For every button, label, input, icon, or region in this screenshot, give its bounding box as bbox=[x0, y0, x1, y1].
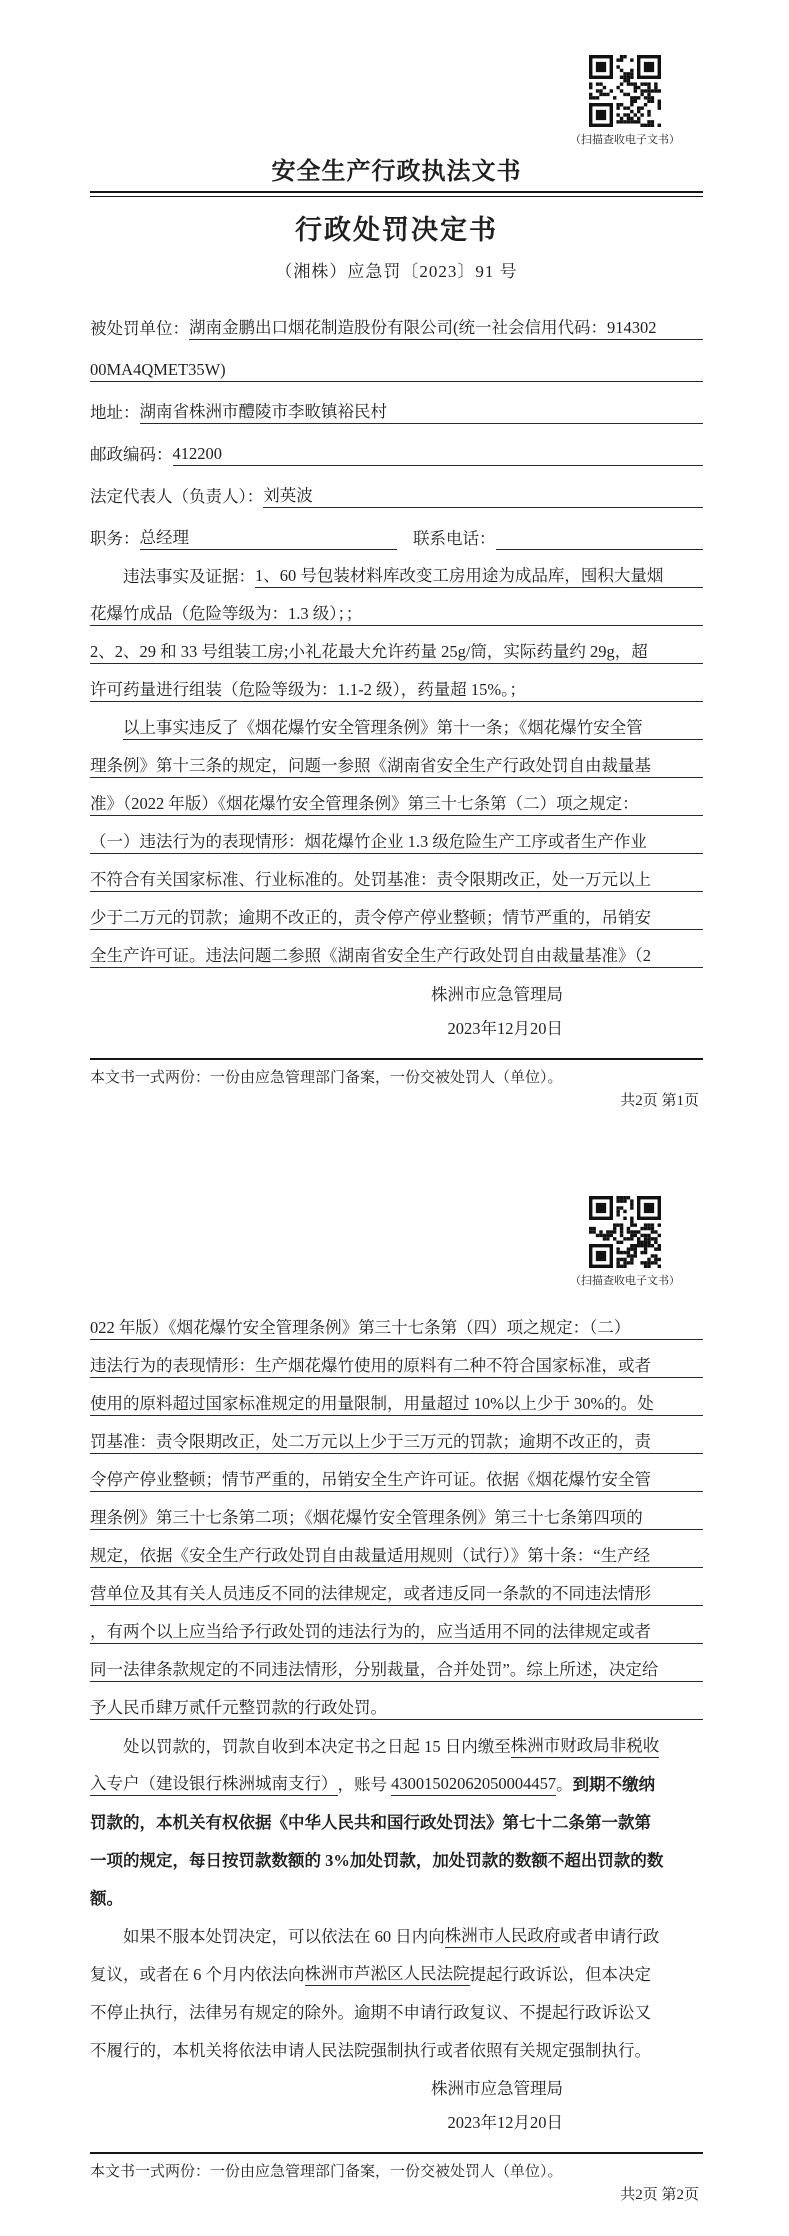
underlined-field: 予人民币肆万贰仟元整罚款的行政处罚。 bbox=[90, 1696, 703, 1720]
text-run: 如果不服本处罚决定，可以依法在 60 日内向 bbox=[123, 1927, 445, 1946]
doc-line bbox=[90, 1302, 703, 1340]
underlined-field: 湖南金鹏出口烟花制造股份有限公司(统一社会信用代码：914302 bbox=[189, 316, 703, 340]
text-run: 邮政编码： bbox=[90, 445, 173, 464]
underlined-field: 总经理 bbox=[140, 526, 397, 550]
text-run: 不停止执行，法律另有规定的除外。逾期不申请行政复议、不提起行政诉讼又 bbox=[90, 2003, 651, 2022]
underlined-field: 2、2、29 和 33 号组装工房;小礼花最大允许药量 25g/筒，实际药量约 29g，超 bbox=[90, 640, 703, 664]
underlined-field: 准》（2022 年版）《烟花爆竹安全管理条例》第三十七条第（二）项之规定： bbox=[90, 792, 703, 816]
page-indicator: 共2页 第1页 bbox=[620, 1093, 699, 1109]
text-run: 地址： bbox=[90, 403, 140, 422]
underlined-field: 令停产停业整顿；情节严重的，吊销安全生产许可证。依据《烟花爆竹安全管 bbox=[90, 1468, 703, 1492]
doc-line bbox=[90, 854, 703, 892]
signoff-block bbox=[90, 978, 703, 1046]
doc-line bbox=[90, 1644, 703, 1682]
footer-note: 本文书一式两份：一份由应急管理部门备案，一份交被处罚人（单位）。 bbox=[90, 2164, 563, 2180]
underlined-field: 罚基准：责令限期改正，处二万元以上少于三万元的罚款；逾期不改正的，责 bbox=[90, 1430, 703, 1454]
doc-line bbox=[90, 740, 703, 778]
doc-line bbox=[123, 1910, 703, 1948]
doc-line bbox=[90, 1530, 703, 1568]
doc-line bbox=[123, 702, 703, 740]
issue-date: 2023年12月20日 bbox=[447, 2113, 563, 2132]
text-run: 一项的规定，每日按罚款数额的 3%加处罚款，加处罚款的数额不超出罚款的数 bbox=[90, 1851, 664, 1870]
qr-block bbox=[570, 1196, 680, 1288]
underlined-field: 同一法律条款规定的不同违法情形，分别裁量，合并处罚”。综上所述，决定给 bbox=[90, 1658, 703, 1682]
text-run: 到期不缴纳 bbox=[572, 1775, 656, 1794]
qr-code-icon bbox=[589, 1196, 661, 1268]
underlined-field: 湖南省株洲市醴陵市李畋镇裕民村 bbox=[140, 400, 704, 424]
doc-line bbox=[90, 588, 703, 626]
text-run: 联系电话： bbox=[396, 529, 496, 548]
underlined-field: ，有两个以上应当给予行政处罚的违法行为的，应当适用不同的法律规定或者 bbox=[90, 1620, 703, 1644]
text-run: 法定代表人（负责人）： bbox=[90, 487, 264, 506]
doc-line bbox=[90, 1340, 703, 1378]
issue-date: 2023年12月20日 bbox=[447, 1019, 563, 1038]
doc-line bbox=[90, 340, 703, 382]
footer-note: 本文书一式两份：一份由应急管理部门备案，一份交被处罚人（单位）。 bbox=[90, 1070, 563, 1086]
doc-line bbox=[90, 424, 703, 466]
doc-line bbox=[90, 382, 703, 424]
text-run: 株洲市人民政府 bbox=[445, 1924, 561, 1948]
qr-caption: （扫描查收电子文书） bbox=[570, 1275, 680, 1287]
doc-line bbox=[90, 2024, 703, 2062]
text-run: 提起行政诉讼，但本决定 bbox=[469, 1965, 651, 1984]
page2-body bbox=[90, 1302, 703, 2062]
doc-line bbox=[90, 1492, 703, 1530]
doc-line bbox=[90, 1948, 703, 1986]
doc-line bbox=[90, 892, 703, 930]
underlined-field: 理条例》第十三条的规定，问题一参照《湖南省安全生产行政处罚自由裁量基 bbox=[90, 754, 703, 778]
doc-line bbox=[90, 466, 703, 508]
page1-footer bbox=[90, 1058, 703, 1110]
doc-line bbox=[123, 550, 703, 588]
doc-line bbox=[90, 778, 703, 816]
underlined-field: 022 年版）《烟花爆竹安全管理条例》第三十七条第（四）项之规定：（二） bbox=[90, 1316, 703, 1340]
doc-line bbox=[123, 1720, 703, 1758]
underlined-field bbox=[496, 549, 704, 550]
issuing-authority: 株洲市应急管理局 bbox=[431, 2079, 563, 2098]
underlined-field: 营单位及其有关人员违反不同的法律规定，或者违反同一条款的不同违法情形 bbox=[90, 1582, 703, 1606]
underlined-field: 违法行为的表现情形：生产烟花爆竹使用的原料有二种不符合国家标准，或者 bbox=[90, 1354, 703, 1378]
underlined-field: 412200 bbox=[173, 442, 704, 466]
page-indicator: 共2页 第2页 bbox=[620, 2187, 699, 2203]
doc-line bbox=[90, 1758, 703, 1796]
doc-line bbox=[90, 664, 703, 702]
doc-line bbox=[90, 1796, 703, 1834]
text-run: 株洲市财政局非税收 bbox=[511, 1734, 660, 1758]
text-run: 不履行的，本机关将依法申请人民法院强制执行或者依照有关规定强制执行。 bbox=[90, 2041, 651, 2060]
doc-line bbox=[90, 298, 703, 340]
doc-line bbox=[90, 1416, 703, 1454]
text-run: 或者申请行政 bbox=[560, 1927, 660, 1946]
doc-line bbox=[90, 930, 703, 968]
document-category-title: 安全生产行政执法文书 bbox=[271, 159, 522, 185]
doc-line bbox=[90, 1872, 703, 1910]
underlined-field: 以上事实违反了《烟花爆竹安全管理条例》第十一条；《烟花爆竹安全管 bbox=[123, 716, 703, 740]
page1-body bbox=[90, 298, 703, 968]
underlined-field: 规定，依据《安全生产行政处罚自由裁量适用规则（试行）》第十条：“生产经 bbox=[90, 1544, 703, 1568]
underlined-field: 不符合有关国家标准、行业标准的。处罚基准：责令限期改正，处一万元以上 bbox=[90, 868, 703, 892]
doc-line bbox=[90, 508, 703, 550]
issuing-authority: 株洲市应急管理局 bbox=[431, 985, 563, 1004]
text-run: 。 bbox=[556, 1775, 573, 1794]
text-run: 违法事实及证据： bbox=[123, 567, 255, 586]
underlined-field: 1、60 号包装材料库改变工房用途为成品库，囤积大量烟 bbox=[255, 564, 703, 588]
text-run: 入专户（建设银行株洲城南支行） bbox=[90, 1772, 338, 1796]
underlined-field: 理条例》第三十七条第二项；《烟花爆竹安全管理条例》第三十七条第四项的 bbox=[90, 1506, 703, 1530]
text-run: 额。 bbox=[90, 1889, 123, 1908]
page2-footer bbox=[90, 2152, 703, 2204]
underlined-field: （一）违法行为的表现情形：烟花爆竹企业 1.3 级危险生产工序或者生产作业 bbox=[90, 830, 703, 854]
doc-line bbox=[90, 1606, 703, 1644]
doc-line bbox=[90, 1834, 703, 1872]
text-run: 复议，或者在 6 个月内依法向 bbox=[90, 1965, 305, 1984]
underlined-field: 使用的原料超过国家标准规定的用量限制，用量超过 10%以上少于 30%的。处 bbox=[90, 1392, 703, 1416]
page-1 bbox=[0, 0, 789, 1110]
doc-line bbox=[90, 626, 703, 664]
doc-line bbox=[90, 1378, 703, 1416]
doc-number: （湘株）应急罚〔2023〕91 号 bbox=[275, 262, 518, 281]
underlined-field: 刘英波 bbox=[263, 484, 703, 508]
doc-line bbox=[90, 1986, 703, 2024]
double-rule-divider bbox=[90, 191, 703, 197]
signoff-block bbox=[90, 2072, 703, 2140]
underlined-field: 00MA4QMET35W) bbox=[90, 358, 703, 382]
underlined-field: 全生产许可证。违法问题二参照《湖南省安全生产行政处罚自由裁量基准》（2 bbox=[90, 944, 703, 968]
doc-line bbox=[90, 1568, 703, 1606]
text-run: 职务： bbox=[90, 529, 140, 548]
qr-code-icon bbox=[589, 55, 661, 127]
text-run: 处以罚款的，罚款自收到本决定书之日起 15 日内缴至 bbox=[123, 1737, 511, 1756]
underlined-field: 少于二万元的罚款；逾期不改正的，责令停产停业整顿；情节严重的，吊销安 bbox=[90, 906, 703, 930]
text-run: 罚款的，本机关有权依据《中华人民共和国行政处罚法》第七十二条第一款第 bbox=[90, 1813, 651, 1832]
text-run: 被处罚单位： bbox=[90, 319, 189, 338]
qr-caption: （扫描查收电子文书） bbox=[570, 134, 680, 146]
doc-title: 行政处罚决定书 bbox=[295, 215, 498, 245]
doc-line bbox=[90, 1682, 703, 1720]
qr-block bbox=[570, 55, 680, 147]
text-run: 43001502062050004457 bbox=[391, 1772, 556, 1796]
underlined-field: 许可药量进行组装（危险等级为：1.1-2 级），药量超 15%。； bbox=[90, 678, 703, 702]
underlined-field: 花爆竹成品（危险等级为：1.3 级）；； bbox=[90, 602, 703, 626]
text-run: 株洲市芦淞区人民法院 bbox=[305, 1962, 470, 1986]
doc-line bbox=[90, 816, 703, 854]
doc-line bbox=[90, 1454, 703, 1492]
text-run: ，账号 bbox=[337, 1775, 392, 1794]
page-2 bbox=[0, 1196, 789, 2204]
